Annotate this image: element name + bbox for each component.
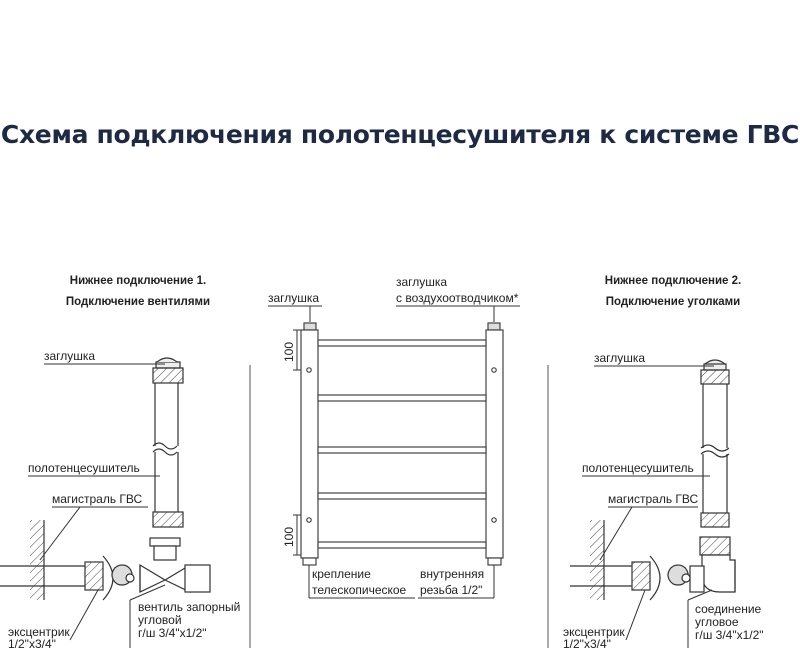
left-dryer-label: полотенцесушитель xyxy=(28,461,140,475)
left-panel xyxy=(0,275,250,648)
center-thread-label-2: резьба 1/2" xyxy=(420,583,483,597)
left-valve-label-3: г/ш 3/4"х1/2" xyxy=(138,626,207,640)
left-main-pipe xyxy=(0,520,134,600)
center-dimensions xyxy=(293,330,301,555)
center-panel xyxy=(268,275,520,598)
left-valve-label-1: вентиль запорный xyxy=(138,600,241,614)
left-eccentric-label-2: 1/2"х3/4" xyxy=(8,637,56,648)
right-header-2: Подключение уголками xyxy=(605,296,741,308)
center-mount-label-2: телескопическое xyxy=(312,583,407,597)
left-eccentric-label-1: эксцентрик xyxy=(8,625,70,639)
center-air-plug-label-2: с воздухоотводчиком* xyxy=(396,291,519,305)
left-main-label: магистраль ГВС xyxy=(52,492,143,506)
center-mount-label-1: крепление xyxy=(312,567,371,581)
right-eccentric-label-2: 1/2"х3/4" xyxy=(563,637,611,648)
right-main-label: магистраль ГВС xyxy=(608,492,699,506)
right-dryer-label: полотенцесушитель xyxy=(582,461,694,475)
dim-top-label: 100 xyxy=(282,341,296,362)
left-header-2: Подключение вентилями xyxy=(65,296,211,308)
right-plug-label: заглушка xyxy=(594,351,646,365)
right-angle-connector xyxy=(690,537,735,592)
right-panel xyxy=(548,275,764,648)
dim-bottom-label: 100 xyxy=(282,526,296,547)
right-header-1: Нижнее подключение 2. xyxy=(604,275,742,287)
right-conn-label-1: соединение xyxy=(695,602,762,616)
left-header-1: Нижнее подключение 1. xyxy=(69,275,207,287)
center-air-plug-label-1: заглушка xyxy=(396,275,448,289)
page-title: Схема подключения полотенцесушителя к системе ГВС xyxy=(0,120,800,149)
right-eccentric-label-1: эксцентрик xyxy=(563,625,625,639)
center-plug-label: заглушка xyxy=(268,291,320,305)
center-thread-label-1: внутренняя xyxy=(420,567,485,581)
right-dryer-pipe xyxy=(701,360,729,527)
left-plug-label: заглушка xyxy=(44,349,96,363)
right-main-pipe xyxy=(570,520,690,600)
right-conn-label-2: угловое xyxy=(695,615,739,629)
center-dryer xyxy=(301,323,503,565)
left-valve-label-2: угловой xyxy=(138,613,182,627)
right-conn-label-3: г/ш 3/4"х1/2" xyxy=(695,628,764,642)
left-valve xyxy=(140,538,210,592)
left-dryer-pipe xyxy=(153,362,183,527)
